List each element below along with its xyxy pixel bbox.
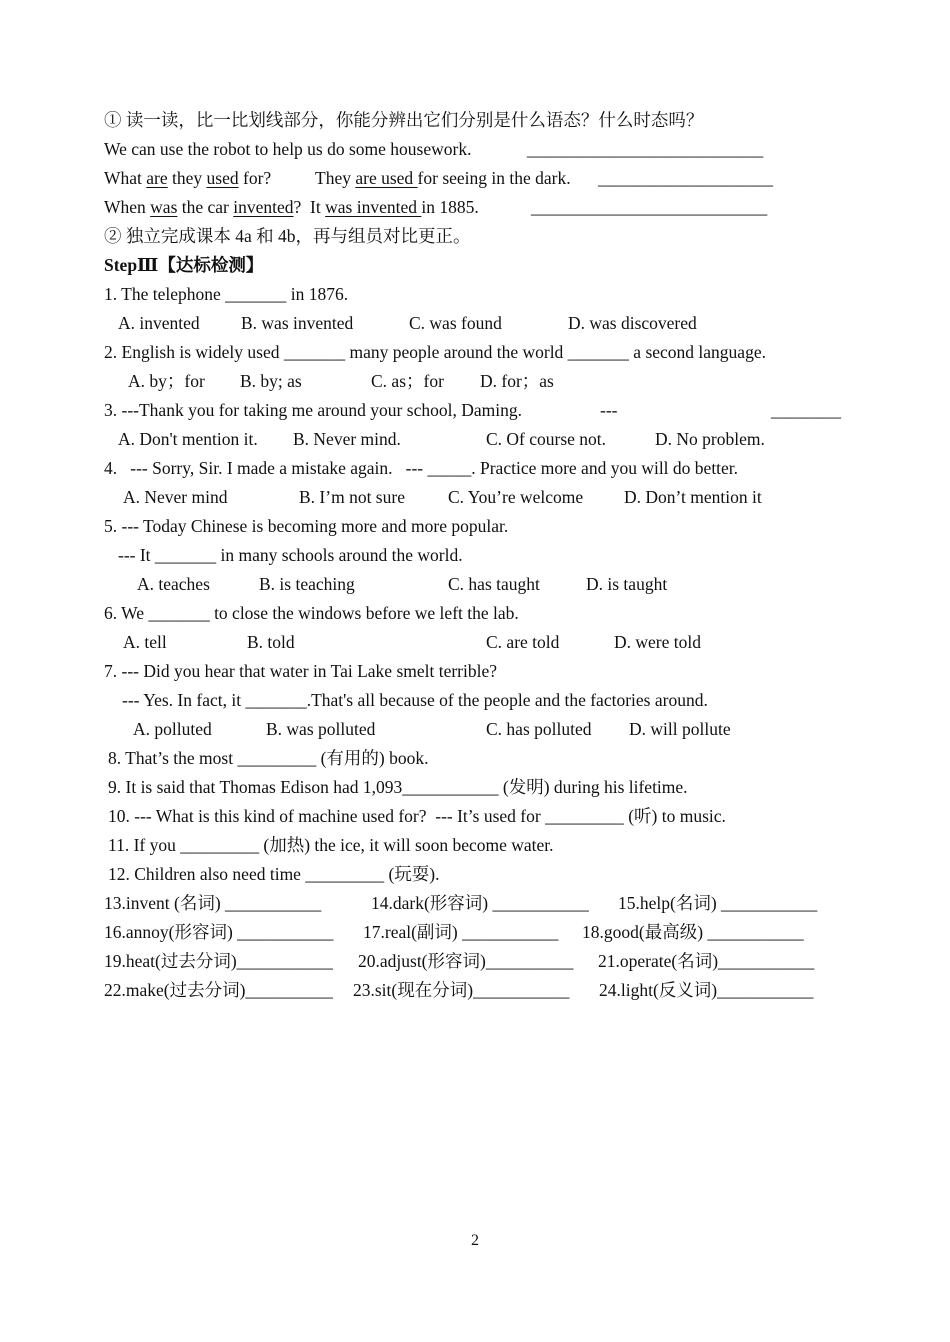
sentence-text <box>104 195 479 219</box>
word-form-row-2 <box>0 920 804 944</box>
reply-dash: --- <box>600 400 618 420</box>
option-d[interactable]: D. is taught <box>586 574 668 594</box>
option-b[interactable]: B. was invented <box>241 313 354 333</box>
underlined-text: was <box>150 197 178 217</box>
question-stem: 1. The telephone _______ in 1876. <box>104 284 349 304</box>
option-c[interactable]: C. as；for <box>371 371 444 391</box>
text-part: What <box>104 168 147 188</box>
answer-blank[interactable]: ____________________ <box>598 168 773 188</box>
option-d[interactable]: D. were told <box>614 632 701 652</box>
option-b[interactable]: B. by; as <box>240 371 302 391</box>
question-4 <box>0 456 739 480</box>
text-part: ? It <box>293 197 326 217</box>
option-a[interactable]: A. teaches <box>137 574 210 594</box>
word-form-item[interactable]: 22.make(过去分词)__________ <box>104 980 333 1000</box>
option-b[interactable]: B. I’m not sure <box>299 487 405 507</box>
sentence-text <box>104 166 271 190</box>
word-form-item[interactable]: 18.good(最高级) ___________ <box>582 922 804 942</box>
option-b[interactable]: B. was polluted <box>266 719 376 739</box>
text-part: they <box>167 168 207 188</box>
option-b[interactable]: B. Never mind. <box>293 429 401 449</box>
text-part: When <box>104 197 151 217</box>
option-c[interactable]: C. has taught <box>448 574 540 594</box>
fill-blank-10 <box>0 804 726 828</box>
fill-blank-text[interactable]: 12. Children also need time _________ (玩耍). <box>108 864 440 884</box>
step-heading <box>0 253 264 277</box>
underlined-text: was invented <box>325 197 422 217</box>
option-d[interactable]: D. Don’t mention it <box>624 487 762 507</box>
question-stem: 2. English is widely used _______ many people around the world _______ a second language. <box>104 342 766 362</box>
option-a[interactable]: A. tell <box>123 632 167 652</box>
fill-blank-9 <box>0 775 688 799</box>
option-c[interactable]: C. You’re welcome <box>448 487 584 507</box>
answer-blank[interactable]: ___________________________ <box>531 197 768 217</box>
text-part: for seeing in the dark. <box>417 168 571 188</box>
option-d[interactable]: D. will pollute <box>629 719 731 739</box>
option-c[interactable]: C. Of course not. <box>486 429 607 449</box>
fill-blank-8 <box>0 746 429 770</box>
question-7-response <box>0 688 708 712</box>
instruction-compare-text: ① 读一读，比一比划线部分，你能分辨出它们分别是什么语态？什么时态吗？ <box>104 110 704 130</box>
step-heading-text: StepⅢ【达标检测】 <box>104 255 264 275</box>
word-form-item[interactable]: 14.dark(形容词) ___________ <box>371 893 589 913</box>
word-form-item[interactable]: 16.annoy(形容词) ___________ <box>104 922 334 942</box>
question-stem: 4. --- Sorry, Sir. I made a mistake again. --- _____. Practice more and you will do better. <box>104 458 739 478</box>
word-form-item[interactable]: 23.sit(现在分词)___________ <box>353 980 570 1000</box>
question-stem: 7. --- Did you hear that water in Tai Lake smelt terrible? <box>104 661 498 681</box>
option-d[interactable]: D. for；as <box>480 371 554 391</box>
word-form-item[interactable]: 19.heat(过去分词)___________ <box>104 951 333 971</box>
option-c[interactable]: C. has polluted <box>486 719 592 739</box>
question-5-response <box>0 543 463 567</box>
question-1 <box>0 282 349 306</box>
question-stem: 3. ---Thank you for taking me around your school, Daming. <box>104 400 522 420</box>
fill-blank-text[interactable]: 9. It is said that Thomas Edison had 1,093___________ (发明) during his lifetime. <box>108 777 688 797</box>
question-6-options <box>0 630 701 654</box>
fill-blank-text[interactable]: 8. That’s the most _________ (有用的) book. <box>108 748 429 768</box>
option-c[interactable]: C. are told <box>486 632 560 652</box>
instruction-textbook-text: ② 独立完成课本 4a 和 4b，再与组员对比更正。 <box>104 226 471 246</box>
page-number: 2 <box>471 1232 479 1249</box>
option-d[interactable]: D. No problem. <box>655 429 765 449</box>
word-form-item[interactable]: 17.real(副词) ___________ <box>363 922 559 942</box>
question-stem: 5. --- Today Chinese is becoming more and more popular. <box>104 516 509 536</box>
text-part: for? <box>238 168 272 188</box>
option-a[interactable]: A. Never mind <box>123 487 228 507</box>
question-stem: 6. We _______ to close the windows before we left the lab. <box>104 603 519 623</box>
word-form-item[interactable]: 21.operate(名词)___________ <box>598 951 815 971</box>
example-sentence-3 <box>0 195 768 219</box>
word-form-item[interactable]: 20.adjust(形容词)__________ <box>358 951 574 971</box>
text-part: They <box>315 168 356 188</box>
text-part: the car <box>177 197 234 217</box>
question-stem-reply: --- It _______ in many schools around the world. <box>118 545 463 565</box>
word-form-item[interactable]: 13.invent (名词) ___________ <box>104 893 322 913</box>
option-a[interactable]: A. by；for <box>128 371 205 391</box>
option-b[interactable]: B. told <box>247 632 295 652</box>
question-5 <box>0 514 509 538</box>
fill-blank-12 <box>0 862 440 886</box>
question-4-options <box>0 485 762 509</box>
word-form-row-4 <box>0 978 814 1002</box>
instruction-textbook <box>0 224 471 248</box>
option-b[interactable]: B. is teaching <box>259 574 355 594</box>
question-7 <box>0 659 498 683</box>
question-3-options <box>0 427 765 451</box>
question-3 <box>0 398 841 422</box>
example-sentence-1 <box>0 137 764 161</box>
fill-blank-text[interactable]: 10. --- What is this kind of machine used for? --- It’s used for _________ (听) to music. <box>108 806 726 826</box>
instruction-compare <box>0 108 704 132</box>
question-2 <box>0 340 766 364</box>
sentence-text <box>315 166 571 190</box>
question-1-options <box>0 311 697 335</box>
question-5-options <box>0 572 668 596</box>
question-7-options <box>0 717 731 741</box>
sentence-text: We can use the robot to help us do some housework. <box>104 139 472 159</box>
word-form-item[interactable]: 24.light(反义词)___________ <box>599 980 814 1000</box>
underlined-text: are <box>146 168 168 188</box>
example-sentence-2 <box>0 166 773 190</box>
option-d[interactable]: D. was discovered <box>568 313 697 333</box>
answer-blank[interactable]: ___________________________ <box>527 139 764 159</box>
text-part: in 1885. <box>421 197 479 217</box>
word-form-item[interactable]: 15.help(名词) ___________ <box>618 893 818 913</box>
fill-blank-11 <box>0 833 554 857</box>
underlined-text: are used <box>355 168 418 188</box>
word-form-row-3 <box>0 949 815 973</box>
option-a[interactable]: A. invented <box>118 313 200 333</box>
question-6 <box>0 601 519 625</box>
underlined-text: used <box>206 168 239 188</box>
answer-blank[interactable]: ________ <box>771 400 841 420</box>
option-c[interactable]: C. was found <box>409 313 502 333</box>
underlined-text: invented <box>233 197 294 217</box>
word-form-row-1 <box>0 891 818 915</box>
question-stem-reply: --- Yes. In fact, it _______.That's all because of the people and the factories around. <box>122 690 708 710</box>
option-a[interactable]: A. Don't mention it. <box>118 429 258 449</box>
question-2-options <box>0 369 554 393</box>
fill-blank-text[interactable]: 11. If you _________ (加热) the ice, it will soon become water. <box>108 835 554 855</box>
option-a[interactable]: A. polluted <box>133 719 212 739</box>
